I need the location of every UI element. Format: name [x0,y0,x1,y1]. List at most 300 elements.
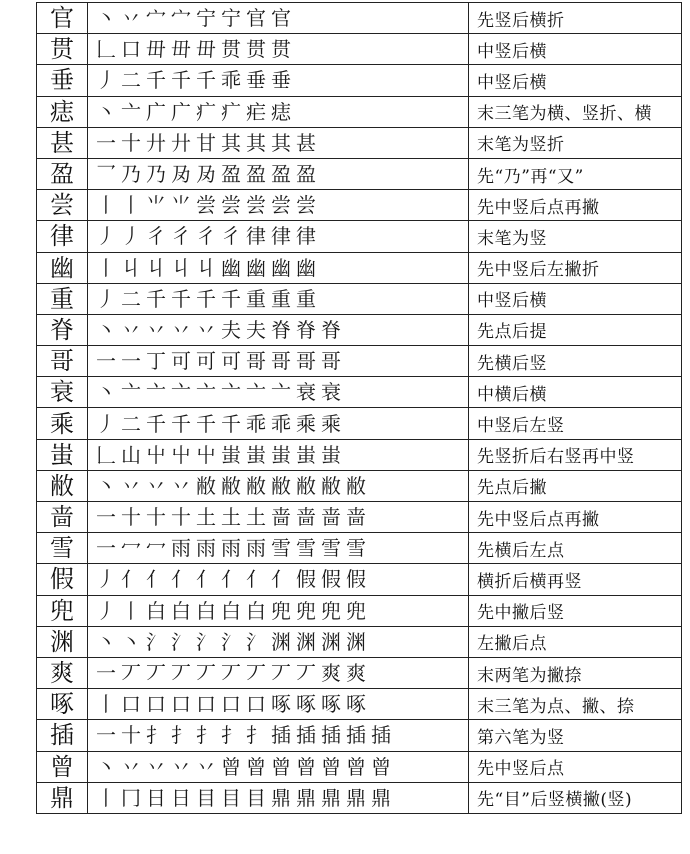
stroke-step: 啄 [296,692,316,717]
stroke-step: 千 [146,411,166,436]
stroke-sequence [96,193,468,218]
stroke-step: 蚩 [221,442,241,467]
stroke-step: 十 [146,505,166,530]
stroke-step: 白 [146,598,166,623]
character-cell: 尝 [37,190,88,221]
stroke-sequence-cell [88,65,469,96]
stroke-step: 啄 [321,692,341,717]
stroke-sequence [96,130,468,155]
stroke-sequence-cell [88,283,469,314]
stroke-rule-cell: 先横后左点 [469,533,682,564]
character-cell: 官 [37,3,88,34]
stroke-step: 丶 [96,317,116,342]
stroke-step: 十 [121,723,141,748]
stroke-step: 口 [121,37,141,62]
stroke-rule-cell: 末笔为竖折 [469,127,682,158]
stroke-step: 千 [171,286,191,311]
stroke-step: 亻 [271,567,291,592]
stroke-step: 啄 [346,692,366,717]
stroke-step: 丷 [146,754,166,779]
stroke-step: 乘 [321,411,341,436]
stroke-rule-cell: 先中竖后点再撇 [469,190,682,221]
stroke-step: 𠃊 [96,37,116,62]
stroke-step: 雨 [171,536,191,561]
stroke-step: 插 [346,723,366,748]
stroke-step: 鼎 [371,785,391,810]
stroke-step: 幽 [246,255,266,280]
table-row [37,190,682,221]
stroke-order-table [36,2,682,814]
stroke-step: 彳 [171,224,191,249]
stroke-step: 彳 [146,224,166,249]
stroke-step: 丿 [96,567,116,592]
stroke-step: 千 [196,68,216,93]
stroke-sequence-cell [88,252,469,283]
stroke-step: 廾 [146,130,166,155]
stroke-rule-cell: 中竖后横 [469,34,682,65]
stroke-step: 鼎 [296,785,316,810]
stroke-step: 丿 [96,286,116,311]
table-row [37,626,682,657]
stroke-rule-cell: 横折后横再竖 [469,564,682,595]
stroke-step: 重 [246,286,266,311]
stroke-sequence-cell [88,96,469,127]
character-cell: 假 [37,564,88,595]
stroke-step: 口 [171,692,191,717]
stroke-step: 渊 [271,629,291,654]
stroke-sequence [96,68,468,93]
stroke-step: 脊 [321,317,341,342]
stroke-step: 丁 [146,349,166,374]
stroke-step: 二 [121,68,141,93]
stroke-step: 氵 [146,629,166,654]
stroke-step: 廾 [171,130,191,155]
stroke-step: 氵 [171,629,191,654]
stroke-step: 雪 [321,536,341,561]
stroke-step: 山 [121,442,141,467]
stroke-rule-cell: 中竖后左竖 [469,408,682,439]
stroke-sequence-cell [88,595,469,626]
stroke-step: 亻 [121,567,141,592]
stroke-step: 氵 [221,629,241,654]
stroke-sequence [96,473,468,498]
stroke-step: 蚩 [321,442,341,467]
stroke-step: 口 [221,692,241,717]
table-row [37,408,682,439]
character-cell: 甚 [37,127,88,158]
stroke-step: 曾 [246,754,266,779]
stroke-step: 口 [246,692,266,717]
stroke-step: 二 [121,411,141,436]
stroke-sequence-cell [88,34,469,65]
stroke-step: 亻 [171,567,191,592]
stroke-step: 亻 [221,567,241,592]
stroke-step: 亻 [146,567,166,592]
stroke-step: 丶 [96,629,116,654]
stroke-step: 律 [271,224,291,249]
stroke-step: 丶 [96,754,116,779]
stroke-sequence-cell [88,626,469,657]
stroke-rule-cell: 先中竖后点再撇 [469,502,682,533]
stroke-step: 啬 [296,505,316,530]
stroke-sequence-cell [88,782,469,813]
stroke-step: 乃 [121,162,141,187]
stroke-step: 贯 [271,37,291,62]
stroke-step: 氵 [196,629,216,654]
stroke-step: 曾 [296,754,316,779]
character-cell: 哥 [37,346,88,377]
stroke-sequence-cell [88,158,469,189]
stroke-step: 雪 [296,536,316,561]
stroke-step: 其 [271,130,291,155]
stroke-sequence-cell [88,377,469,408]
stroke-sequence [96,567,468,592]
stroke-step: 丷 [146,473,166,498]
stroke-rule-cell: 末三笔为横、竖折、横 [469,96,682,127]
character-cell: 兜 [37,595,88,626]
stroke-rule-cell: 先竖折后右竖再中竖 [469,439,682,470]
stroke-step: 丶 [96,99,116,124]
stroke-order-sheet [36,2,662,814]
stroke-step: 丩 [171,255,191,280]
stroke-step: 乖 [221,68,241,93]
table-row [37,377,682,408]
stroke-step: 痣 [271,99,291,124]
character-cell: 雪 [37,533,88,564]
table-row [37,689,682,720]
stroke-step: 扌 [146,723,166,748]
stroke-step: 哥 [271,349,291,374]
stroke-rule-cell: 左撇后点 [469,626,682,657]
stroke-step: ⺌ [171,193,191,218]
stroke-step: 律 [296,224,316,249]
stroke-step: 丿 [121,224,141,249]
stroke-sequence-cell [88,314,469,345]
stroke-step: 雨 [221,536,241,561]
stroke-sequence [96,692,468,717]
stroke-rule-cell: 先中撇后竖 [469,595,682,626]
stroke-sequence [96,411,468,436]
stroke-step: 宁 [221,6,241,31]
stroke-step: 乖 [246,411,266,436]
stroke-step: 广 [171,99,191,124]
character-cell: 律 [37,221,88,252]
stroke-step: 丨 [121,598,141,623]
stroke-step: 𠃊 [96,442,116,467]
stroke-step: 幽 [221,255,241,280]
table-row [37,595,682,626]
stroke-step: 一 [121,349,141,374]
stroke-step: 夃 [196,162,216,187]
stroke-step: 丆 [246,661,266,686]
stroke-step: 千 [146,286,166,311]
stroke-step: 丷 [171,754,191,779]
stroke-step: 丶 [96,6,116,31]
stroke-step: 亻 [196,567,216,592]
stroke-step: 丷 [171,473,191,498]
table-row [37,564,682,595]
stroke-step: 口 [121,692,141,717]
stroke-step: 扌 [196,723,216,748]
character-cell: 啬 [37,502,88,533]
table-row [37,34,682,65]
stroke-step: 贯 [246,37,266,62]
stroke-step: 毌 [171,37,191,62]
stroke-step: 丆 [296,661,316,686]
character-cell: 痣 [37,96,88,127]
stroke-step: 千 [146,68,166,93]
stroke-step: 彳 [196,224,216,249]
character-cell: 鼎 [37,782,88,813]
stroke-sequence-cell [88,533,469,564]
stroke-step: 丷 [171,317,191,342]
stroke-sequence [96,6,468,31]
stroke-step: 丶 [121,629,141,654]
stroke-sequence [96,286,468,311]
stroke-step: 冖 [121,536,141,561]
stroke-step: 土 [246,505,266,530]
stroke-step: 哥 [246,349,266,374]
stroke-step: 脊 [271,317,291,342]
stroke-step: 丷 [196,317,216,342]
stroke-rule-cell: 先竖后横折 [469,3,682,34]
stroke-step: 雪 [346,536,366,561]
character-cell: 爽 [37,657,88,688]
stroke-step: 甘 [196,130,216,155]
stroke-rule-cell: 中竖后横 [469,283,682,314]
stroke-rule-cell: 末三笔为点、撇、捺 [469,689,682,720]
stroke-step: 毌 [196,37,216,62]
character-cell: 脊 [37,314,88,345]
stroke-sequence [96,380,468,405]
stroke-step: 一 [96,536,116,561]
stroke-rule-cell: 先横后竖 [469,346,682,377]
stroke-step: 扌 [221,723,241,748]
stroke-step: 丩 [146,255,166,280]
table-row [37,221,682,252]
stroke-step: 十 [171,505,191,530]
stroke-step: 蚩 [296,442,316,467]
stroke-step: 兜 [321,598,341,623]
stroke-step: 丆 [221,661,241,686]
stroke-step: 亠 [246,380,266,405]
stroke-step: 敝 [221,473,241,498]
table-row [37,283,682,314]
stroke-step: 重 [271,286,291,311]
stroke-step: 亠 [121,99,141,124]
stroke-step: 插 [271,723,291,748]
stroke-sequence-cell [88,564,469,595]
stroke-step: 甚 [296,130,316,155]
stroke-step: 屮 [146,442,166,467]
stroke-step: 曾 [271,754,291,779]
stroke-step: 衰 [296,380,316,405]
stroke-step: 可 [196,349,216,374]
stroke-step: 可 [171,349,191,374]
stroke-sequence [96,661,468,686]
stroke-step: 盈 [271,162,291,187]
stroke-sequence [96,536,468,561]
stroke-step: 目 [196,785,216,810]
stroke-step: 一 [96,505,116,530]
stroke-rule-cell: 末两笔为撇捺 [469,657,682,688]
stroke-sequence-cell [88,502,469,533]
stroke-step: 丨 [96,785,116,810]
stroke-step: 曾 [221,754,241,779]
stroke-step: 亠 [221,380,241,405]
stroke-step: 丩 [121,255,141,280]
stroke-step: 日 [146,785,166,810]
stroke-rule-cell: 末笔为竖 [469,221,682,252]
table-body [37,3,682,814]
stroke-sequence [96,255,468,280]
stroke-step: 口 [146,692,166,717]
stroke-rule-cell: 先“乃”再“又” [469,158,682,189]
stroke-step: 兜 [296,598,316,623]
stroke-sequence [96,37,468,62]
stroke-step: 律 [246,224,266,249]
stroke-step: 宀 [171,6,191,31]
stroke-step: 疒 [221,99,241,124]
stroke-step: 千 [196,411,216,436]
stroke-sequence [96,785,468,810]
stroke-step: 广 [146,99,166,124]
stroke-step: 插 [321,723,341,748]
table-row [37,751,682,782]
stroke-step: 贯 [221,37,241,62]
table-row [37,470,682,501]
stroke-step: 乖 [271,411,291,436]
character-cell: 幽 [37,252,88,283]
stroke-step: 乃 [146,162,166,187]
stroke-step: 亠 [196,380,216,405]
stroke-rule-cell: 先点后提 [469,314,682,345]
stroke-sequence [96,442,468,467]
character-cell: 重 [37,283,88,314]
stroke-step: 垂 [246,68,266,93]
stroke-sequence [96,754,468,779]
stroke-step: 尝 [271,193,291,218]
stroke-step: 十 [121,130,141,155]
stroke-step: 冂 [121,785,141,810]
stroke-step: 丶 [96,380,116,405]
stroke-step: 假 [346,567,366,592]
stroke-sequence [96,162,468,187]
stroke-step: 敝 [346,473,366,498]
stroke-step: 丷 [121,754,141,779]
stroke-step: 千 [221,286,241,311]
stroke-step: 一 [96,661,116,686]
stroke-step: 丩 [196,255,216,280]
character-cell: 衰 [37,377,88,408]
stroke-step: 渊 [296,629,316,654]
stroke-step: 丷 [146,317,166,342]
stroke-step: 夫 [246,317,266,342]
stroke-step: 丿 [96,598,116,623]
stroke-step: 尝 [246,193,266,218]
stroke-step: 目 [221,785,241,810]
stroke-sequence-cell [88,689,469,720]
table-row [37,502,682,533]
stroke-step: 十 [121,505,141,530]
table-row [37,127,682,158]
stroke-sequence-cell [88,470,469,501]
character-cell: 敝 [37,470,88,501]
stroke-step: 啬 [321,505,341,530]
stroke-step: 丨 [96,193,116,218]
stroke-rule-cell: 先中竖后点 [469,751,682,782]
stroke-step: 丷 [121,6,141,31]
stroke-step: 丶 [96,473,116,498]
stroke-step: 乘 [296,411,316,436]
stroke-step: 亠 [121,380,141,405]
stroke-step: 丆 [171,661,191,686]
stroke-step: 土 [221,505,241,530]
stroke-step: 丷 [121,473,141,498]
stroke-step: 曾 [371,754,391,779]
stroke-sequence-cell [88,408,469,439]
stroke-step: 尝 [221,193,241,218]
character-cell: 乘 [37,408,88,439]
stroke-step: 盈 [296,162,316,187]
table-row [37,252,682,283]
stroke-step: 千 [221,411,241,436]
stroke-step: 白 [171,598,191,623]
stroke-step: 夃 [171,162,191,187]
stroke-step: 毌 [146,37,166,62]
stroke-step: 鼎 [321,785,341,810]
stroke-step: 假 [321,567,341,592]
stroke-step: 兜 [346,598,366,623]
stroke-step: 丿 [96,411,116,436]
table-row [37,158,682,189]
stroke-step: 脊 [296,317,316,342]
stroke-step: 丨 [96,255,116,280]
character-cell: 插 [37,720,88,751]
stroke-step: 亠 [171,380,191,405]
stroke-step: 亠 [146,380,166,405]
stroke-sequence-cell [88,3,469,34]
stroke-step: 氵 [246,629,266,654]
stroke-step: 疟 [246,99,266,124]
stroke-step: 丿 [96,68,116,93]
stroke-step: 二 [121,286,141,311]
stroke-step: 敝 [246,473,266,498]
stroke-rule-cell: 中横后横 [469,377,682,408]
stroke-sequence [96,598,468,623]
stroke-step: 尝 [296,193,316,218]
stroke-step: 插 [296,723,316,748]
stroke-step: 千 [171,68,191,93]
stroke-step: 蚩 [271,442,291,467]
character-cell: 曾 [37,751,88,782]
character-cell: 蚩 [37,439,88,470]
stroke-step: 一 [96,349,116,374]
stroke-step: 目 [246,785,266,810]
stroke-step: 宀 [146,6,166,31]
stroke-step: 渊 [321,629,341,654]
character-cell: 贯 [37,34,88,65]
stroke-sequence [96,505,468,530]
stroke-step: 一 [96,130,116,155]
stroke-sequence-cell [88,439,469,470]
stroke-sequence [96,723,468,748]
table-row [37,3,682,34]
stroke-step: 彳 [221,224,241,249]
stroke-step: 敝 [321,473,341,498]
stroke-rule-cell: 先中竖后左撇折 [469,252,682,283]
stroke-step: 日 [171,785,191,810]
